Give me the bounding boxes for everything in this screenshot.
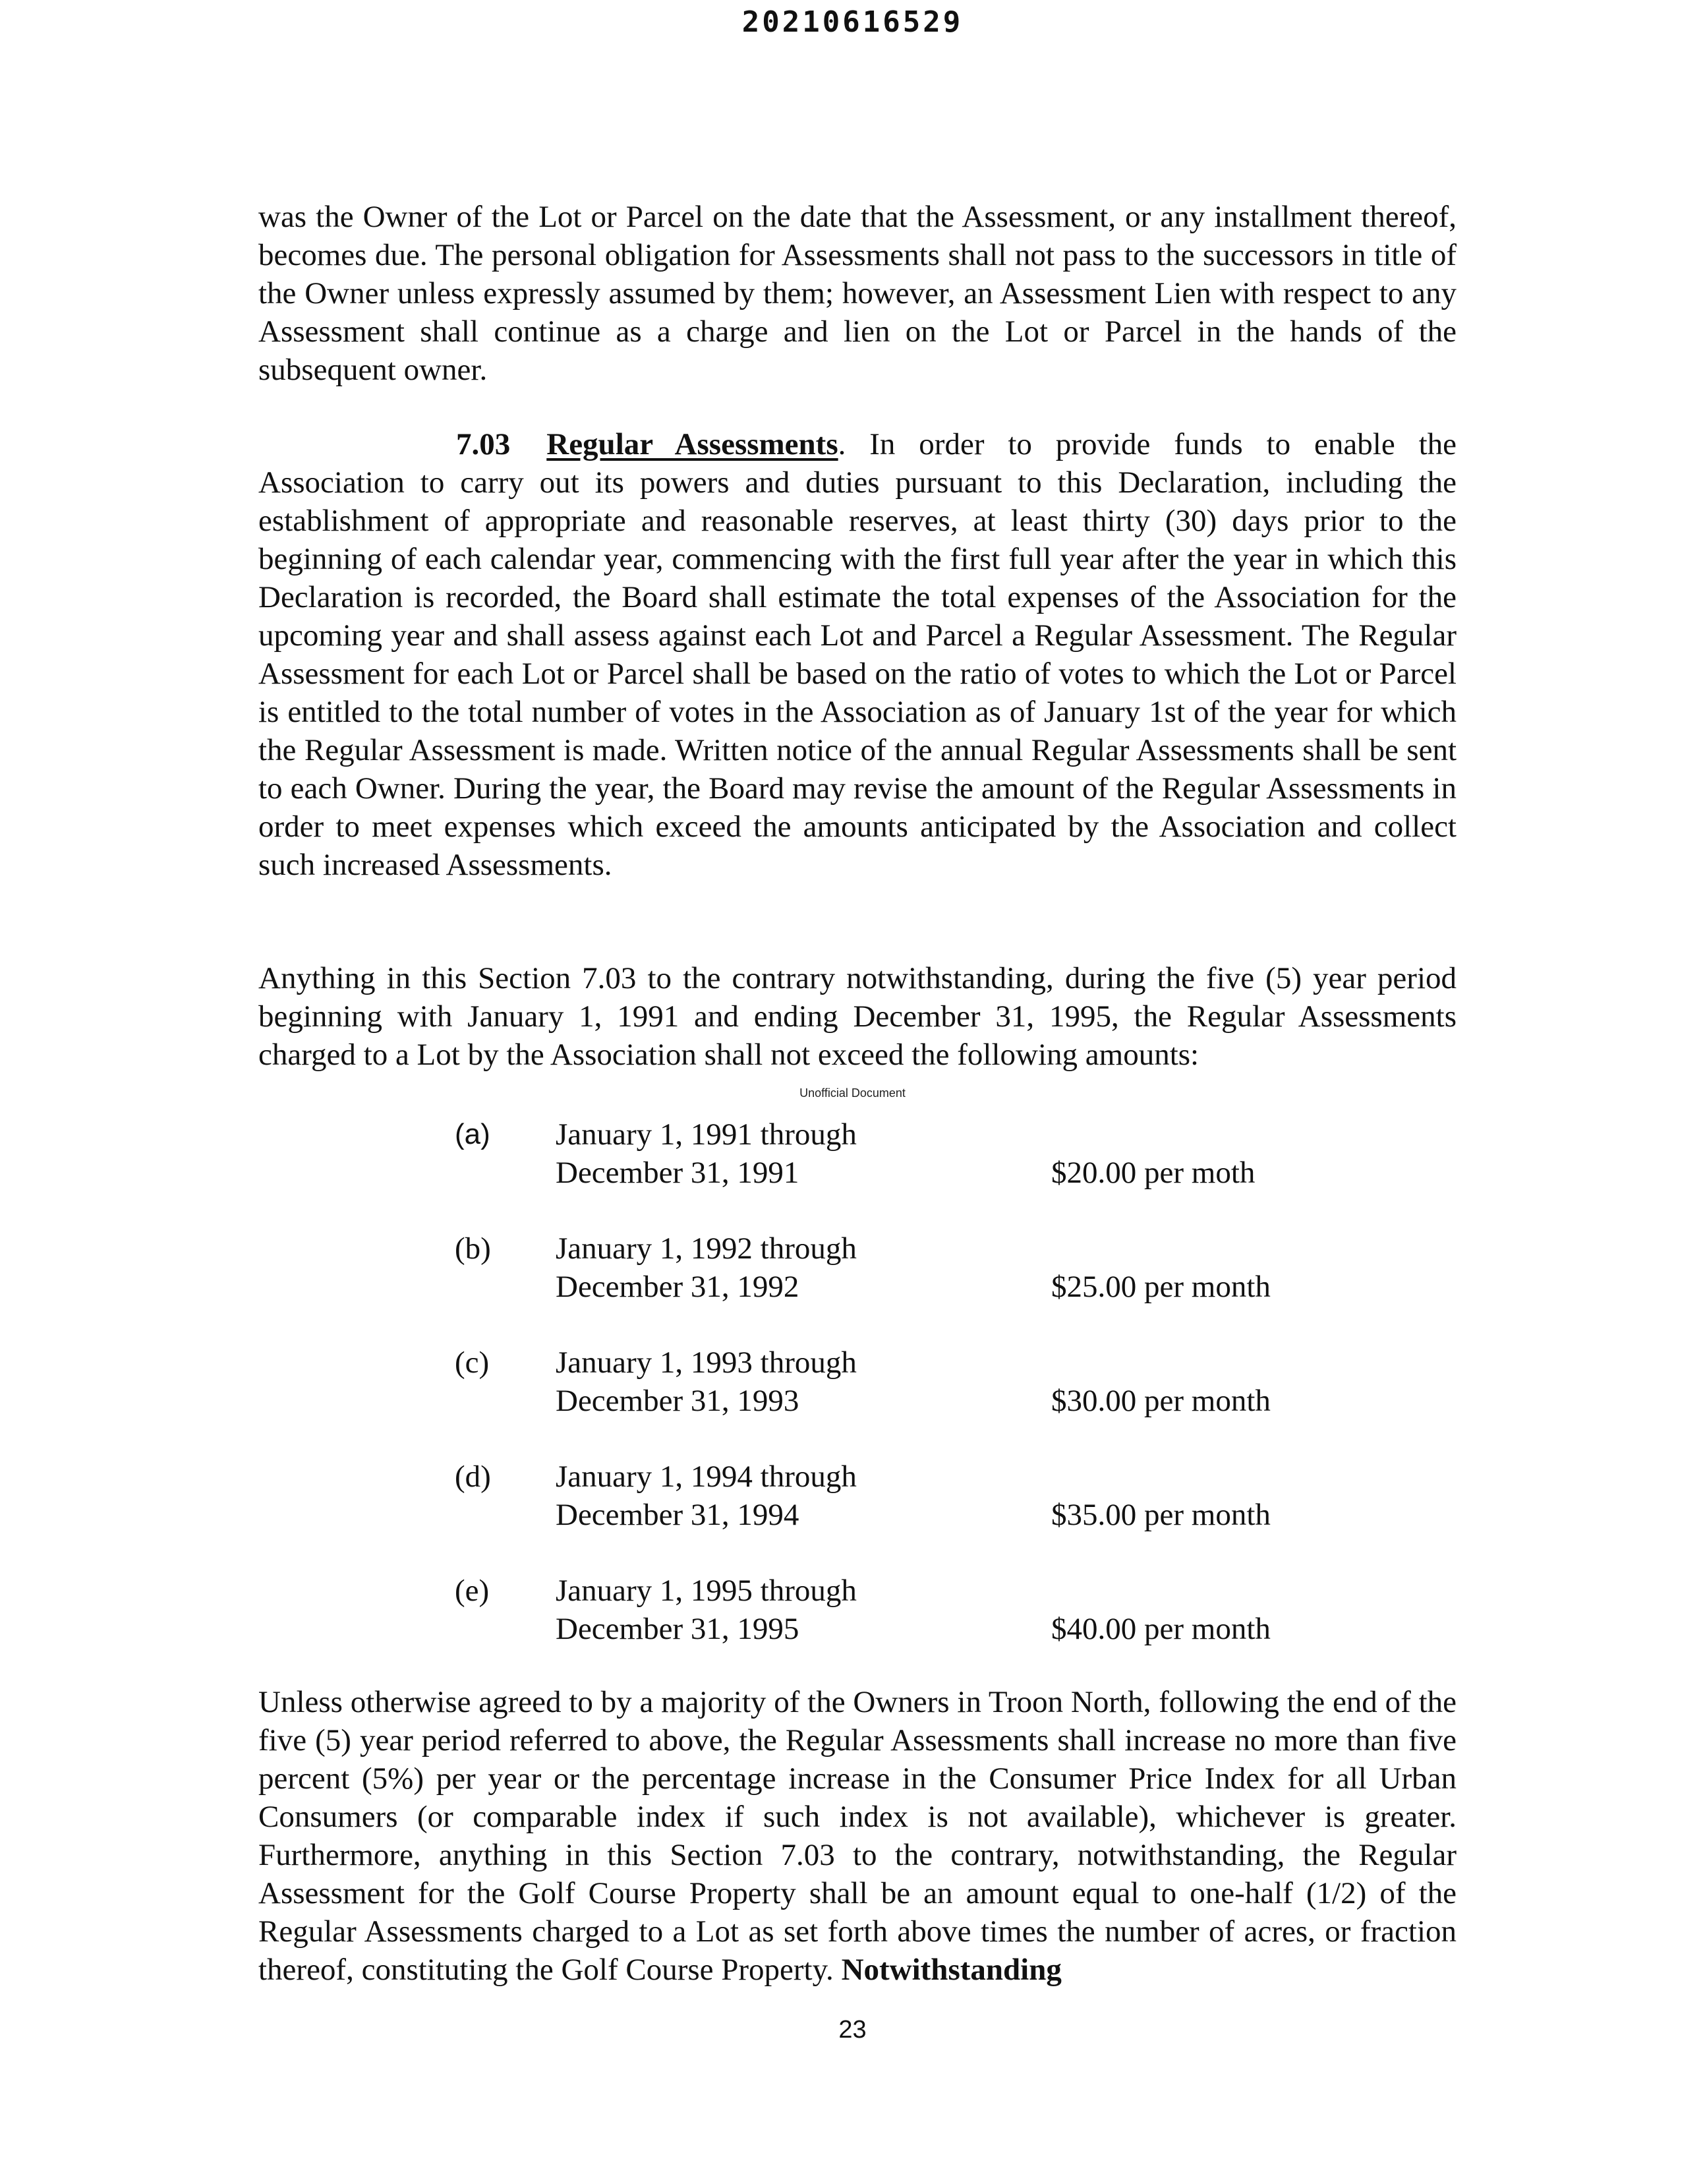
unofficial-watermark: Unofficial Document	[799, 1086, 906, 1100]
schedule-period-start: January 1, 1995 through	[556, 1574, 857, 1608]
schedule-row	[0, 1572, 1705, 1651]
schedule-label: (c)	[455, 1345, 490, 1380]
schedule-label: (d)	[455, 1460, 491, 1494]
document-number: 20210616529	[741, 5, 964, 39]
paragraph-assessment-increase	[258, 1683, 1457, 1989]
schedule-amount: $35.00 per month	[1051, 1498, 1271, 1532]
paragraph-owner-obligation: was the Owner of the Lot or Parcel on the date that the Assessment, or any installment thereof, becomes due. The personal obligation for Assessments shall not pass to the successors in title of the Owner unless expressly assumed by them; however, an Assessment Lien with respect to any Assessment shall continue as a charge and lien on the Lot or Parcel in the hands of the subsequent owner.	[258, 200, 1457, 387]
schedule-period-start: January 1, 1992 through	[556, 1231, 857, 1266]
schedule-period-start: January 1, 1994 through	[556, 1460, 857, 1494]
schedule-period-end: December 31, 1995	[556, 1612, 799, 1646]
schedule-row	[0, 1343, 1705, 1423]
schedule-period-end: December 31, 1992	[556, 1270, 799, 1304]
schedule-amount: $40.00 per month	[1051, 1612, 1271, 1646]
paragraph-assessment-limits: Anything in this Section 7.03 to the contrary notwithstanding, during the five (5) year period beginning with January 1, 1991 and ending December 31, 1995, the Regular Assessments charged to a Lot by the Association shall not exceed the following amounts:	[258, 961, 1457, 1072]
schedule-period-end: December 31, 1991	[556, 1156, 799, 1190]
paragraph-body: Unless otherwise agreed to by a majority of the Owners in Troon North, following the end of the five (5) year period referred to above, the Regular Assessments shall increase no more than five percent (5%) per year or the percentage increase in the Consumer Price Index for all Urban Consumers (or comparable index if such index is not available), whichever is greater. Furthermore, anything in this Section 7.03 to the contrary, notwithstanding, the Regular Assessment for the Golf Course Property shall be an amount equal to one-half (1/2) of the Regular Assessments charged to a Lot as set forth above times the number of acres, or fraction thereof, constituting the Golf Course Property.	[258, 1685, 1457, 1987]
section-number: 7.03	[456, 427, 511, 461]
schedule-period-start: January 1, 1991 through	[556, 1117, 857, 1152]
schedule-period-end: December 31, 1994	[556, 1498, 799, 1532]
schedule-label: (b)	[455, 1231, 491, 1266]
schedule-amount: $20.00 per moth	[1051, 1156, 1256, 1190]
schedule-label: (e)	[455, 1574, 490, 1608]
schedule-period-end: December 31, 1993	[556, 1384, 799, 1418]
schedule-row	[0, 1458, 1705, 1537]
paragraph-bold-tail: Notwithstanding	[841, 1953, 1062, 1987]
schedule-amount: $30.00 per month	[1051, 1384, 1271, 1418]
schedule-label: (a)	[455, 1118, 490, 1150]
schedule-amount: $25.00 per month	[1051, 1270, 1271, 1304]
schedule-row	[0, 1115, 1705, 1195]
schedule-period-start: January 1, 1993 through	[556, 1345, 857, 1380]
section-title: Regular Assessments	[546, 427, 838, 461]
paragraph-regular-assessments	[258, 425, 1457, 884]
section-body: . In order to provide funds to enable the Association to carry out its powers and duties pursuant to this Declaration, including the establishment of appropriate and reasonable reserves, at least thirty (30) days prior to the beginning of each calendar year, commencing with the first full year after the year in which this Declaration is recorded, the Board shall estimate the total expenses of the Association for the upcoming year and shall assess against each Lot and Parcel a Regular Assessment. The Regular Assessment for each Lot or Parcel shall be based on the ratio of votes to which the Lot or Parcel is entitled to the total number of votes in the Association as of January 1st of the year for which the Regular Assessment is made. Written notice of the annual Regular Assessments shall be sent to each Owner. During the year, the Board may revise the amount of the Regular Assessments in order to meet expenses which exceed the amounts anticipated by the Association and collect such increased Assessments.	[258, 427, 1457, 882]
page-number: 23	[838, 2016, 867, 2044]
schedule-row	[0, 1229, 1705, 1309]
